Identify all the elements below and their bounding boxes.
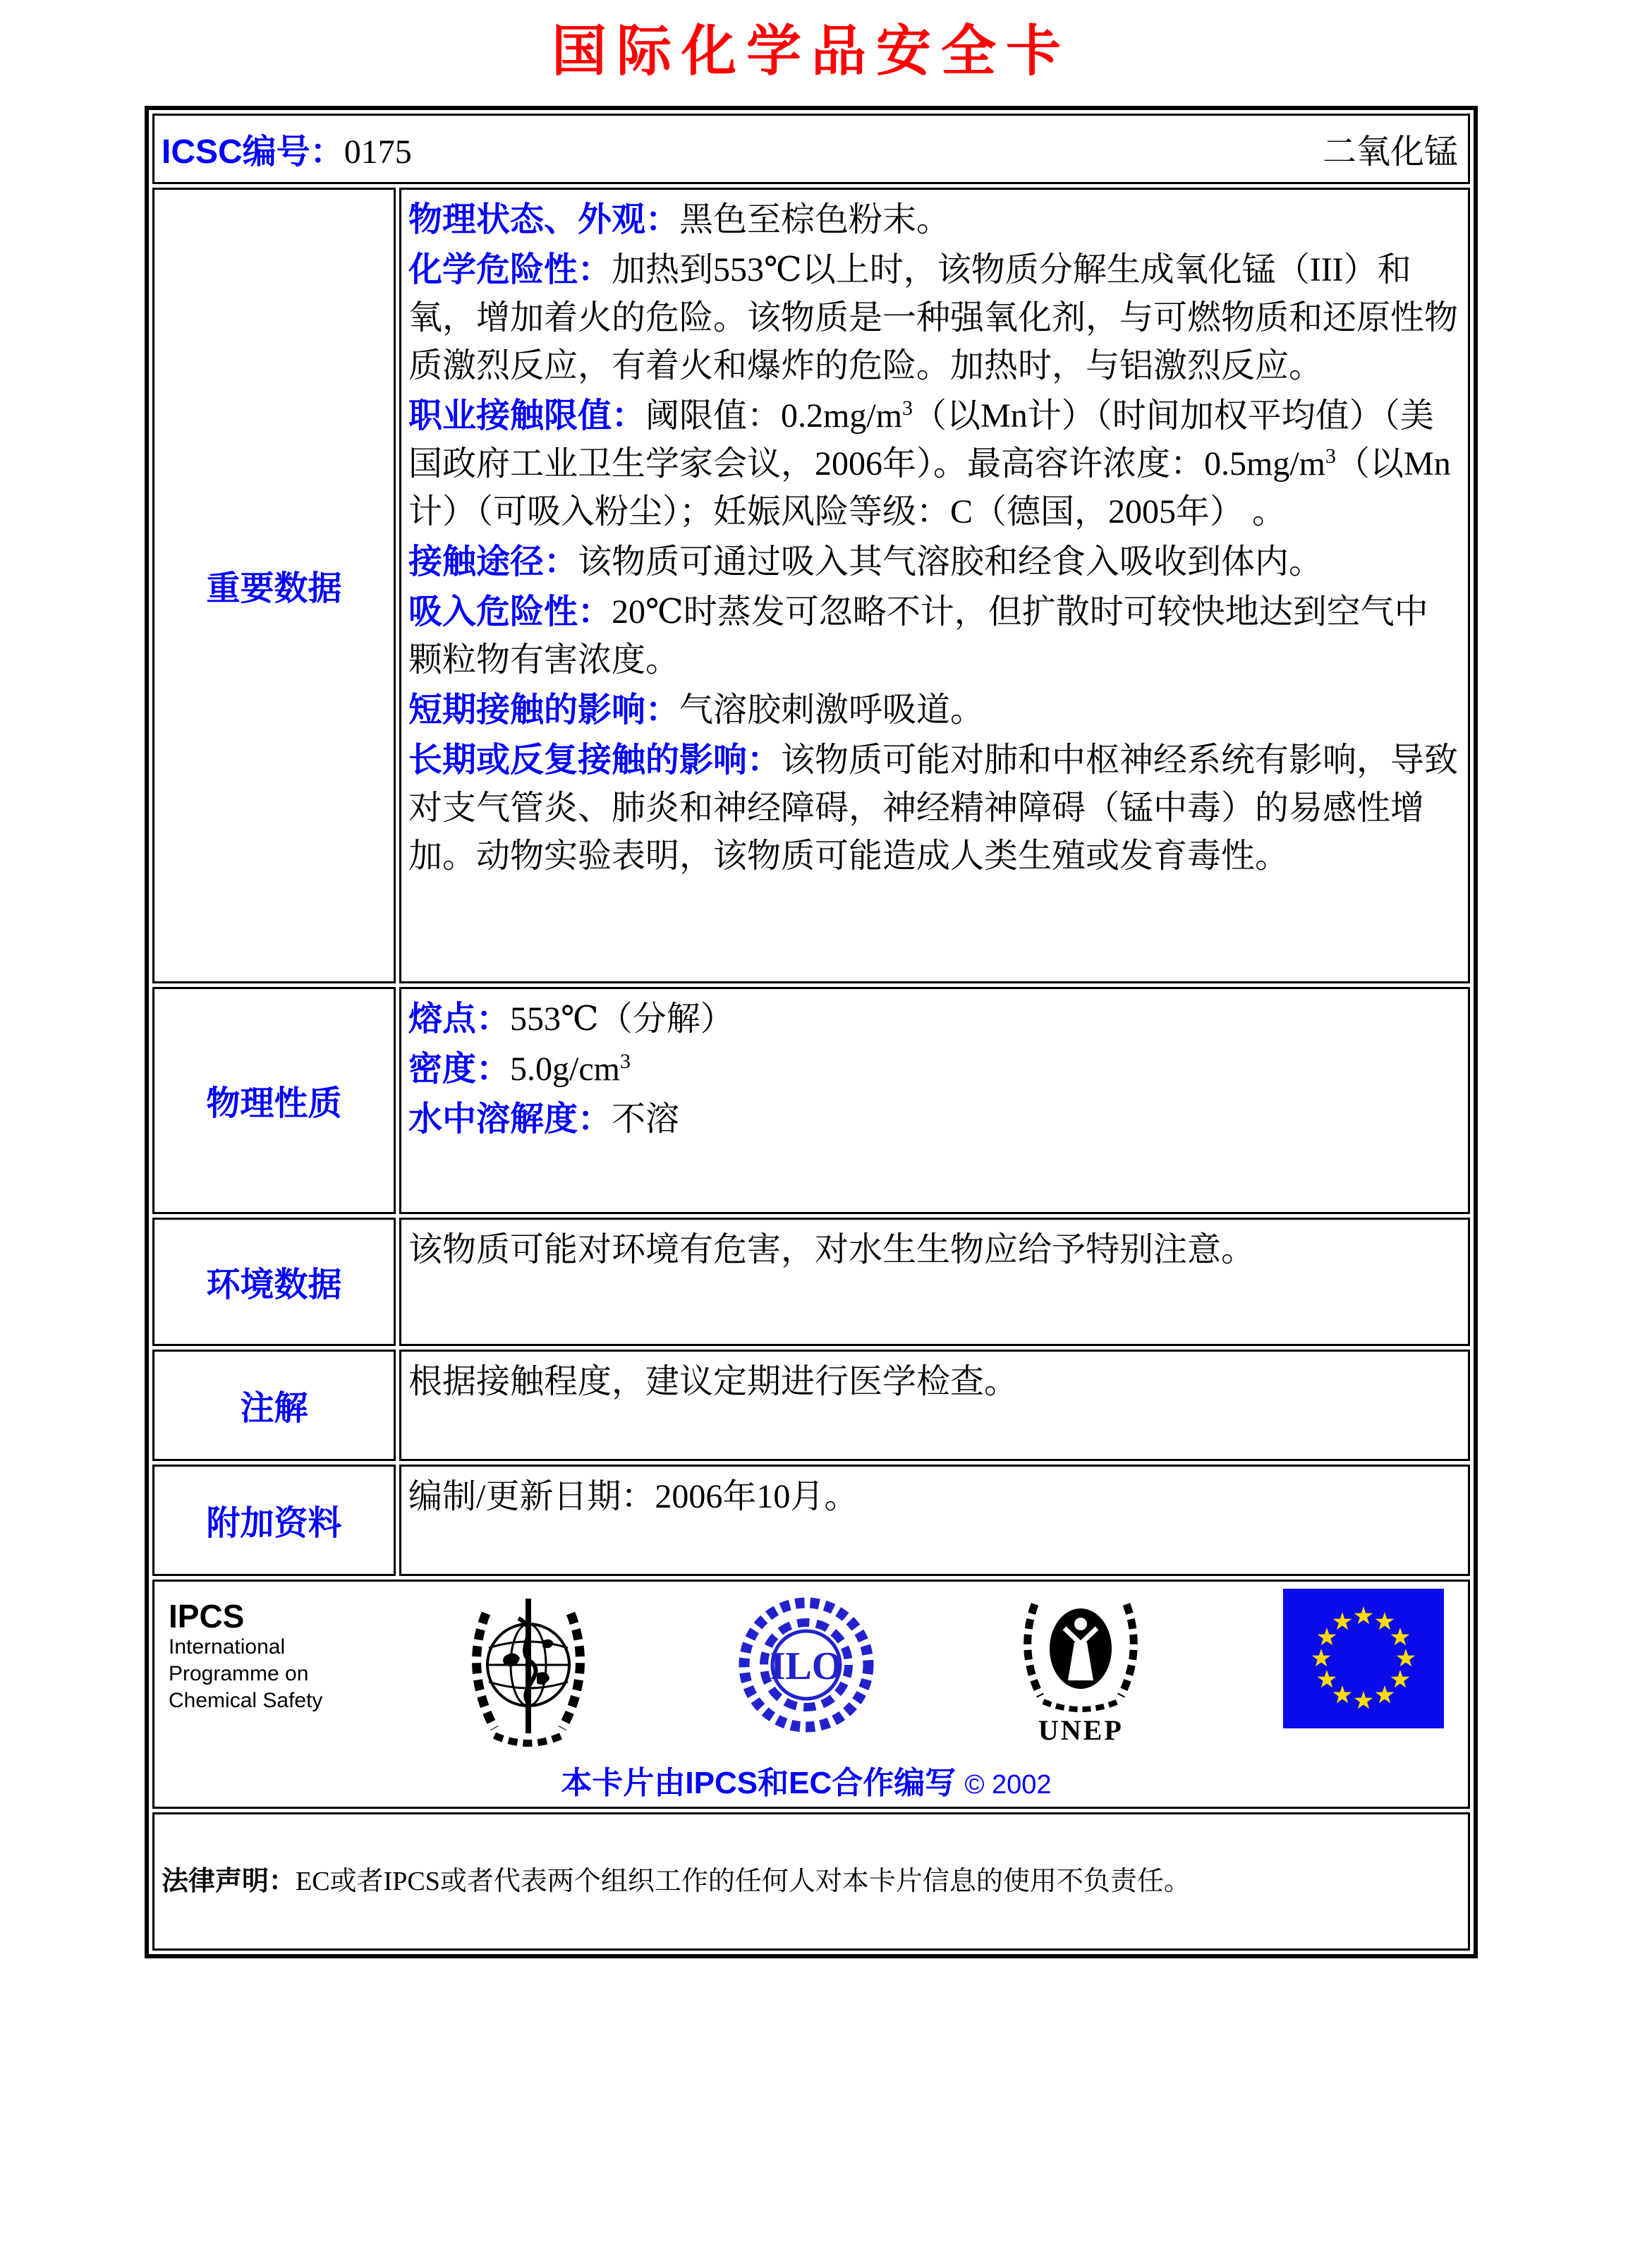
legal-row [152,1812,1470,1951]
section-label-cell-physical-properties [152,987,396,1214]
field-text: 根据接触程度，建议定期进行医学检查。 [408,1362,1019,1400]
section-content-environmental-data [399,1218,1470,1346]
field-text: 该物质可通过吸入其气溶胶和经食入吸收到体内。 [578,542,1323,581]
unep-logo-icon [1014,1589,1148,1745]
paragraph [408,538,1461,586]
header-cell [152,114,1470,184]
header-row [152,114,1470,184]
field-text: 553℃（分解） [510,1000,734,1038]
superscript: 3 [620,1049,631,1073]
cooperation-caption [169,1757,1444,1802]
section-label-environmental-data: 环境数据 [206,1266,342,1304]
section-label-cell-notes [152,1350,396,1461]
section-row-important-data [152,188,1470,983]
legal-text: EC或者IPCS或者代表两个组织工作的任何人对本卡片信息的使用不负责任。 [296,1866,1191,1896]
field-text: 编制/更新日期：2006年10月。 [408,1477,858,1515]
section-label-notes: 注解 [240,1390,308,1428]
section-label-physical-properties: 物理性质 [206,1085,342,1123]
section-row-notes [152,1350,1470,1461]
field-label: 长期或反复接触的影响： [408,741,782,779]
field-label: 密度： [408,1050,511,1088]
field-label: 物理状态、外观： [408,200,680,238]
field-text: 20℃时蒸发可忽略不计，但扩散时可较快地达到空气中颗粒物有害浓度。 [408,593,1428,679]
section-label-additional-information: 附加资料 [206,1505,342,1543]
field-text: 黑色至棕色粉末。 [679,200,951,238]
field-text: 加热到553℃以上时，该物质分解生成氧化锰（III）和氧，增加着火的危险。该物质是一种强氧化剂，与可燃物质和还原性物质激烈反应，有着火和爆炸的危险。加热时，与铝激烈反应。 [408,250,1459,384]
caption-copyright: © 2002 [964,1769,1052,1800]
section-label-cell-additional-information [152,1465,396,1576]
svg-text:ILO: ILO [770,1644,843,1688]
superscript: 3 [1325,444,1337,468]
field-text: 阈限值：0.2mg/m [645,396,903,435]
paragraph [408,1045,1461,1093]
field-text: （以Mn计）（时间加权平均值）（美国政府工业卫生学家会议，2006年）。最高容许浓度：0.5mg/m [408,396,1434,483]
icsc-number-value: 0175 [344,133,412,171]
paragraph [408,1096,1461,1144]
field-label: 熔点： [408,1000,511,1038]
paragraph [408,588,1461,684]
field-label: 接触途径： [408,542,578,581]
ipcs-line-1: International [169,1635,286,1659]
superscript: 3 [902,396,913,420]
paragraph [408,737,1461,880]
who-logo-icon [458,1589,599,1754]
ipcs-line-3: Chemical Safety [169,1688,323,1712]
icsc-number-label: ICSC编号： [162,133,344,171]
logos-cell [152,1580,1470,1809]
chemical-name: 二氧化锰 [1322,133,1458,171]
ipcs-acronym: IPCS [169,1597,245,1635]
paragraph [408,1358,1461,1406]
paragraph [408,246,1461,390]
caption-text: 本卡片由IPCS和EC合作编写 [561,1765,956,1800]
paragraph [408,392,1461,536]
section-label-cell-important-data [152,188,396,983]
field-label: 水中溶解度： [408,1100,612,1138]
section-content-notes [399,1350,1470,1461]
eu-flag-icon [1283,1589,1444,1728]
section-content-additional-information [399,1465,1470,1576]
paragraph [408,686,1461,734]
section-label-important-data: 重要数据 [206,570,342,608]
section-content-important-data [399,188,1470,983]
field-text: 气溶胶刺激呼吸道。 [679,691,985,729]
legal-label: 法律声明： [162,1866,296,1896]
paragraph [408,1226,1461,1274]
field-text: （以Mn计）（可吸入粉尘）；妊娠风险等级：C（德国，2005年） 。 [408,444,1451,531]
ipcs-block [169,1589,322,1714]
field-label: 化学危险性： [408,250,612,289]
paragraph [408,995,1461,1043]
field-text: 该物质可能对环境有危害，对水生生物应给予特别注意。 [408,1230,1256,1268]
field-label: 吸入危险性： [408,593,612,631]
field-text: 该物质可能对肺和中枢神经系统有影响，导致对支气管炎、肺炎和神经障碍，神经精神障碍（锰中毒）的易感性增加。动物实验表明，该物质可能造成人类生殖或发育毒性。 [408,741,1459,875]
section-row-environmental-data [152,1218,1470,1346]
ipcs-line-2: Programme on [169,1661,309,1685]
icsc-number-line [162,124,412,173]
page-title: 国际化学品安全卡 [551,20,1071,82]
section-label-cell-environmental-data [152,1218,396,1346]
field-label: 短期接触的影响： [408,691,680,729]
paragraph [408,1473,1461,1521]
ilo-logo-icon [734,1589,879,1744]
field-label: 职业接触限值： [408,396,646,435]
section-row-additional-information [152,1465,1470,1576]
paragraph [408,196,1461,244]
field-text: 不溶 [612,1100,680,1138]
unep-label: UNEP [1038,1714,1124,1746]
section-row-physical-properties [152,987,1470,1214]
section-content-physical-properties [399,987,1470,1214]
logos-row [152,1580,1470,1809]
icsc-card-table [145,106,1478,1958]
legal-cell [152,1812,1470,1951]
field-text: 5.0g/cm [510,1050,620,1088]
